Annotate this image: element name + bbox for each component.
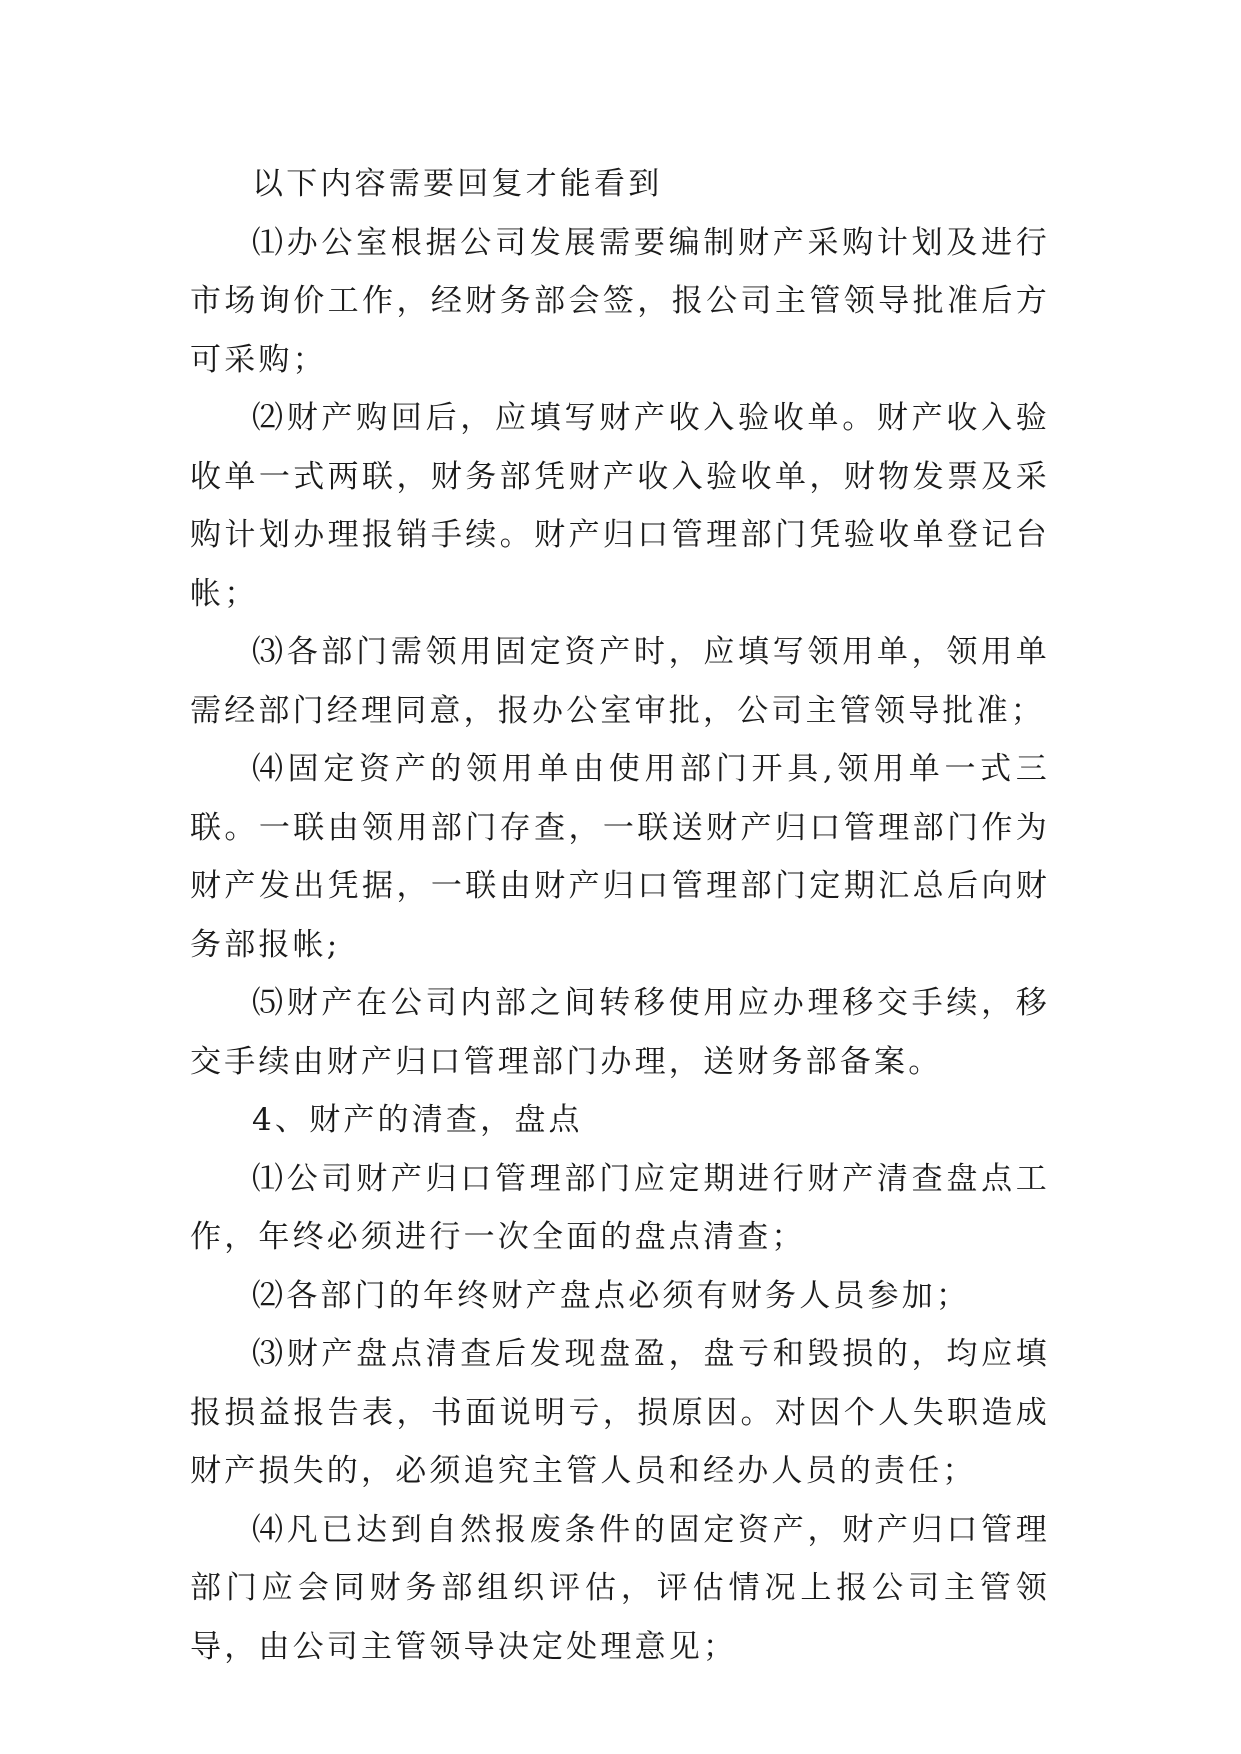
paragraph-item-4: ⑷固定资产的领用单由使用部门开具,领用单一式三联。一联由领用部门存查，一联送财产归口管理部门作为财产发出凭据，一联由财产归口管理部门定期汇总后向财务部报帐;	[190, 751, 1050, 963]
paragraph-inventory-1: ⑴公司财产归口管理部门应定期进行财产清查盘点工作，年终必须进行一次全面的盘点清查；	[190, 1160, 1050, 1255]
paragraph-item-3: ⑶各部门需领用固定资产时，应填写领用单，领用单需经部门经理同意，报办公室审批，公司主管领导批准；	[190, 634, 1050, 729]
paragraph-inventory-3: ⑶财产盘点清查后发现盘盈，盘亏和毁损的，均应填报损益报告表，书面说明亏，损原因。对因个人失职造成财产损失的，必须追究主管人员和经办人员的责任；	[190, 1336, 1050, 1489]
section-heading-inventory: 4、财产的清查，盘点	[252, 1102, 583, 1138]
paragraph-inventory-2: ⑵各部门的年终财产盘点必须有财务人员参加；	[252, 1277, 971, 1314]
document-body	[190, 155, 1050, 1676]
paragraph-item-2: ⑵财产购回后，应填写财产收入验收单。财产收入验收单一式两联，财务部凭财产收入验收单，财物发票及采购计划办理报销手续。财产归口管理部门凭验收单登记台帐；	[190, 400, 1050, 612]
paragraph-item-1: ⑴办公室根据公司发展需要编制财产采购计划及进行市场询价工作，经财务部会签，报公司主管领导批准后方可采购；	[190, 224, 1050, 378]
paragraph-reply-notice: 以下内容需要回复才能看到	[252, 166, 663, 202]
paragraph-item-5: ⑸财产在公司内部之间转移使用应办理移交手续，移交手续由财产归口管理部门办理，送财务部备案。	[190, 985, 1050, 1080]
paragraph-inventory-4: ⑷凡已达到自然报废条件的固定资产，财产归口管理部门应会同财务部组织评估，评估情况上报公司主管领导，由公司主管领导决定处理意见；	[190, 1511, 1050, 1665]
